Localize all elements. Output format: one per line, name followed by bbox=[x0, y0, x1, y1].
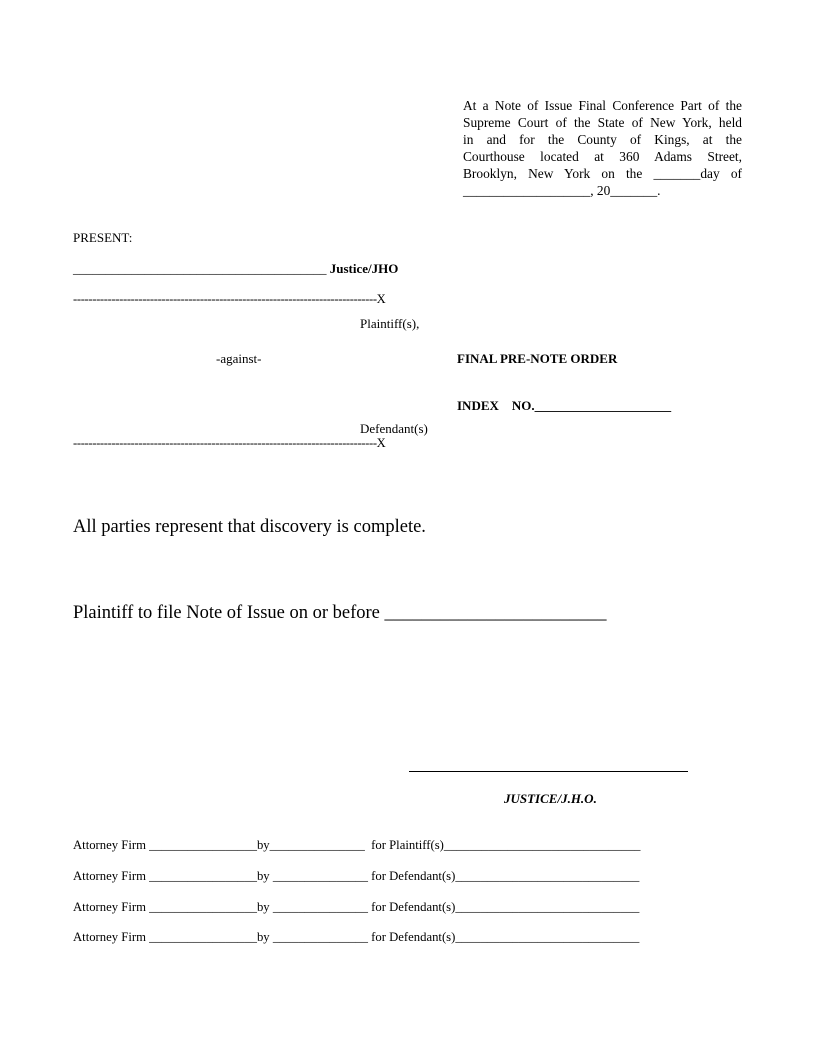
index-number-field bbox=[457, 398, 671, 414]
header-line: At a Note of Issue Final Conference Part of the bbox=[463, 98, 742, 113]
justice-blank: _______________________________________ bbox=[73, 261, 327, 276]
present-label: PRESENT: bbox=[73, 230, 133, 245]
discovery-statement: All parties represent that discovery is complete. bbox=[73, 517, 426, 537]
caption-border-bottom: -------------------------------------------------------------------------------X bbox=[73, 436, 386, 450]
attorney-row-defendant: Attorney Firm _________________by _______________ for Defendant(s)_____________________________ bbox=[73, 900, 640, 914]
caption-border-top: -------------------------------------------------------------------------------X bbox=[73, 292, 386, 306]
header-line: ___________________, 20_______. bbox=[463, 183, 661, 199]
justice-signature-line bbox=[73, 261, 398, 277]
header-line: in and for the County of Kings, at the bbox=[463, 132, 742, 148]
attorney-row-plaintiff: Attorney Firm _________________by_______________ for Plaintiff(s)_______________________________ bbox=[73, 838, 641, 852]
order-title: FINAL PRE-NOTE ORDER bbox=[457, 351, 618, 366]
defendants-label: Defendant(s) bbox=[360, 421, 428, 436]
note-of-issue-statement: Plaintiff to file Note of Issue on or before ________________________ bbox=[73, 603, 607, 623]
justice-jho-label: Justice/JHO bbox=[329, 261, 399, 276]
index-label: INDEX NO. bbox=[457, 398, 535, 413]
header-line: Supreme Court of the State of New York, held bbox=[463, 115, 742, 131]
justice-jho-signature-label: JUSTICE/J.H.O. bbox=[504, 791, 597, 806]
header-line: Courthouse located at 360 Adams Street, bbox=[463, 149, 742, 165]
court-header-block bbox=[463, 97, 742, 200]
plaintiffs-label: Plaintiff(s), bbox=[360, 316, 420, 331]
attorney-row-defendant: Attorney Firm _________________by _______________ for Defendant(s)_____________________________ bbox=[73, 930, 640, 944]
index-blank: _____________________ bbox=[534, 398, 672, 413]
against-label: -against- bbox=[216, 351, 262, 366]
header-line: Brooklyn, New York on the _______day of bbox=[463, 166, 742, 182]
justice-signature-rule bbox=[409, 771, 688, 772]
attorney-row-defendant: Attorney Firm _________________by _______________ for Defendant(s)_____________________________ bbox=[73, 869, 640, 883]
